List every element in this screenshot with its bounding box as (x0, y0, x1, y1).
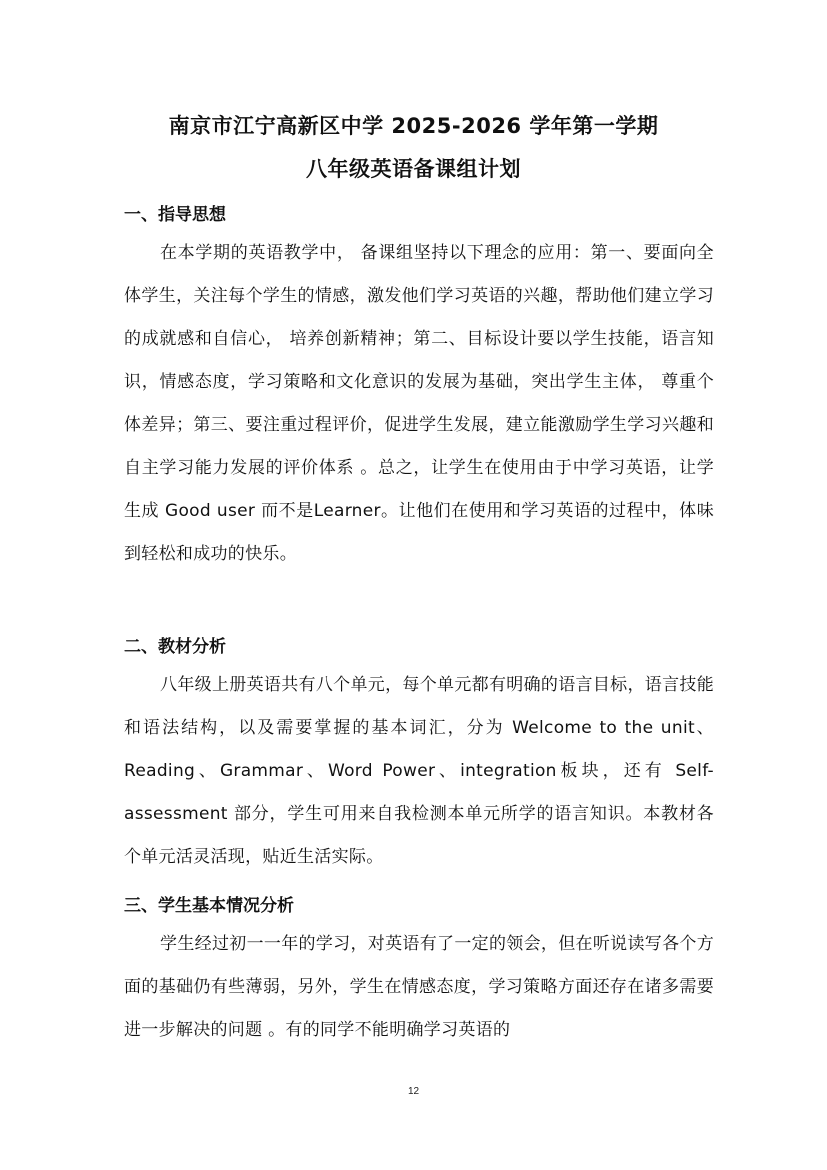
section-body-guiding-ideology: 在本学期的英语教学中， 备课组坚持以下理念的应用：第一、要面向全体学生，关注每个学生的情感，激发他们学习英语的兴趣，帮助他们建立学习的成就感和自信心， 培养创新精神；第二、目标设计要以学生技能，语言知识，情感态度，学习策略和文化意识的发展为基础，突出学生主体， 尊重个体差异；第三、要注重过程评价，促进学生发展，建立能激励学生学习兴趣和自主学习能力发展的评价体系 。总之，让学生在使用由于中学习英语，让学生成 Good user 而不是Learner。让他们在使用和学习英语的过程中，体味到轻松和成功的快乐。 (124, 243, 714, 564)
section-body-textbook-analysis: 八年级上册英语共有八个单元，每个单元都有明确的语言目标，语言技能和语法结构，以及需要掌握的基本词汇，分为 Welcome to the unit、Reading、Grammar、Word Power、integration板块，还有 Self-assessment 部分，学生可用来自我检测本单元所学的语言知识。本教材各个单元活灵活现，贴近生活实际。 (124, 675, 714, 867)
section-body-student-analysis: 学生经过初一一年的学习，对英语有了一定的领会，但在听说读写各个方面的基础仍有些薄弱，另外，学生在情感态度，学习策略方面还存在诸多需要进一步解决的问题 。有的同学不能明确学习英语的 (124, 934, 714, 1040)
section-heading-textbook-analysis: 二、教材分析 (124, 637, 226, 657)
document-title: 南京市江宁高新区中学 2025-2026 学年第一学期 (168, 114, 659, 138)
section-heading-student-analysis: 三、学生基本情况分析 (124, 896, 294, 916)
section-heading-guiding-ideology: 一、指导思想 (124, 205, 226, 225)
page-number: 12 (407, 1086, 420, 1097)
document-subtitle: 八年级英语备课组计划 (306, 157, 521, 181)
